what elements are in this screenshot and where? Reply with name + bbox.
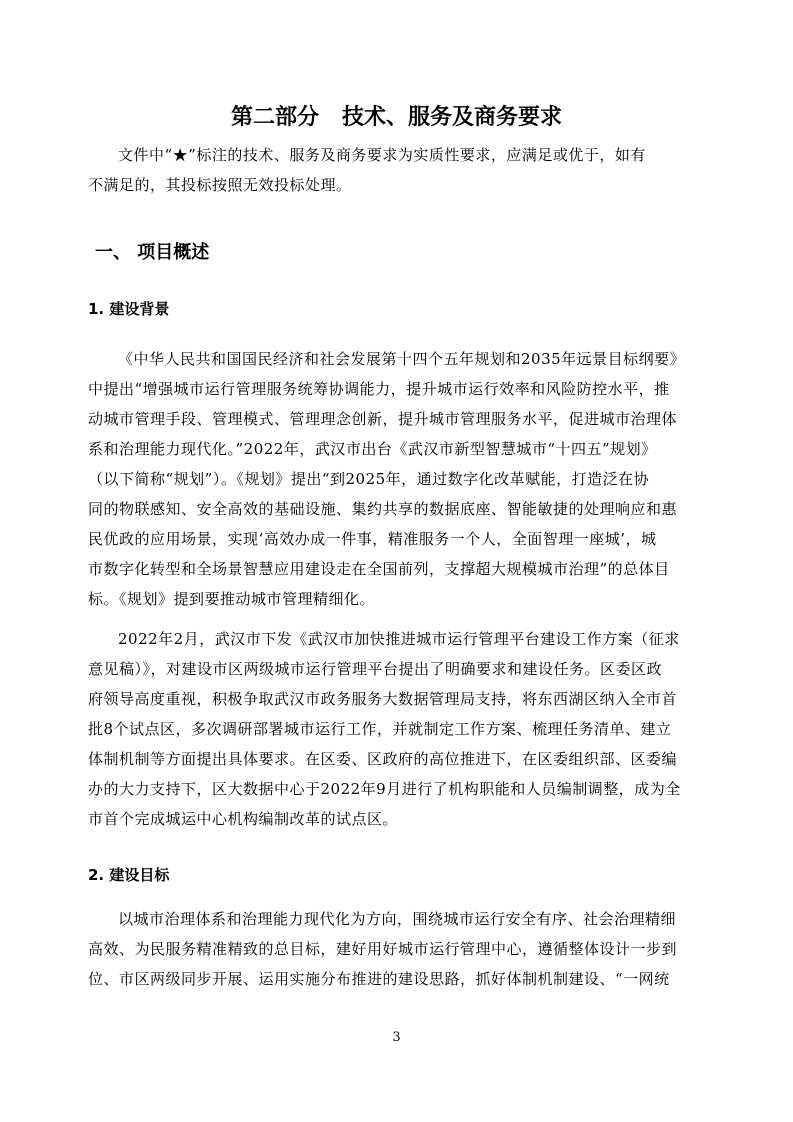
intro-line: 不满足的，其投标按照无效投标处理。 [88, 176, 352, 194]
paragraph-line: 位、市区两级同步开展、运用实施分布推进的建设思路，抓好体制机制建设、“一网统 [88, 970, 670, 988]
paragraph-line: 中提出“增强城市运行管理服务统筹协调能力，提升城市运行效率和风险防控水平，推 [88, 380, 670, 398]
paragraph-line: 体制机制等方面提出具体要求。在区委、区政府的高位推进下，在区委组织部、区委编 [88, 750, 678, 768]
paragraph-line: 2022年2月，武汉市下发《武汉市加快推进城市运行管理平台建设工作方案（征求 [118, 630, 680, 648]
paragraph-line: 系和治理能力现代化。”2022年，武汉市出台《武汉市新型智慧城市“十四五”规划》 [88, 440, 657, 458]
section-heading: 一、 项目概述 [95, 242, 210, 263]
paragraph-line: 市首个完成城运中心机构编制改革的试点区。 [88, 810, 399, 828]
paragraph-line: 市数字化转型和全场景智慧应用建设走在全国前列，支撑超大规模城市治理”的总体目 [88, 560, 670, 578]
paragraph-line: 民优政的应用场景，实现‘高效办成一件事，精准服务一个人，全面智理一座城’，城 [88, 530, 657, 548]
paragraph-line: 办的大力支持下，区大数据中心于2022年9月进行了机构职能和人员编制调整，成为全 [88, 780, 681, 798]
goal-paragraph [88, 904, 708, 994]
paragraph-line: （以下简称“规划”）。《规划》提出“到2025年，通过数字化改革赋能，打造泛在协 [88, 470, 650, 488]
background-paragraph-2 [88, 624, 708, 834]
paragraph-line: 府领导高度重视，积极争取武汉市政务服务大数据管理局支持，将东西湖区纳入全市首 [88, 690, 678, 708]
paragraph-line: 批8个试点区，多次调研部署城市运行工作，并就制定工作方案、梳理任务清单、建立 [88, 720, 672, 738]
background-paragraph-1 [88, 344, 708, 614]
paragraph-line: 标。《规划》提到要推动城市管理精细化。 [88, 590, 376, 608]
intro-paragraph [88, 140, 708, 200]
intro-line: 文件中“★”标注的技术、服务及商务要求为实质性要求，应满足或优于，如有 [118, 146, 646, 164]
page-title: 第二部分 技术、服务及商务要求 [231, 105, 562, 130]
paragraph-line: 以城市治理体系和治理能力现代化为方向，围绕城市运行安全有序、社会治理精细 [118, 910, 677, 928]
paragraph-line: 同的物联感知、安全高效的基础设施、集约共享的数据底座、智能敏捷的处理响应和惠 [88, 500, 678, 518]
paragraph-line: 《中华人民共和国国民经济和社会发展第十四个五年规划和2035年远景目标纲要》 [118, 350, 686, 368]
paragraph-line: 高效、为民服务精准精致的总目标，建好用好城市运行管理中心，遵循整体设计一步到 [88, 940, 678, 958]
page-number: 3 [392, 1030, 401, 1045]
paragraph-line: 意见稿）》，对建设市区两级城市运行管理平台提出了明确要求和建设任务。区委区政 [88, 660, 663, 678]
subsection-heading: 1. 建设背景 [88, 300, 170, 318]
paragraph-line: 动城市管理手段、管理模式、管理理念创新，提升城市管理服务水平，促进城市治理体 [88, 410, 678, 428]
subsection-heading: 2. 建设目标 [88, 866, 170, 884]
